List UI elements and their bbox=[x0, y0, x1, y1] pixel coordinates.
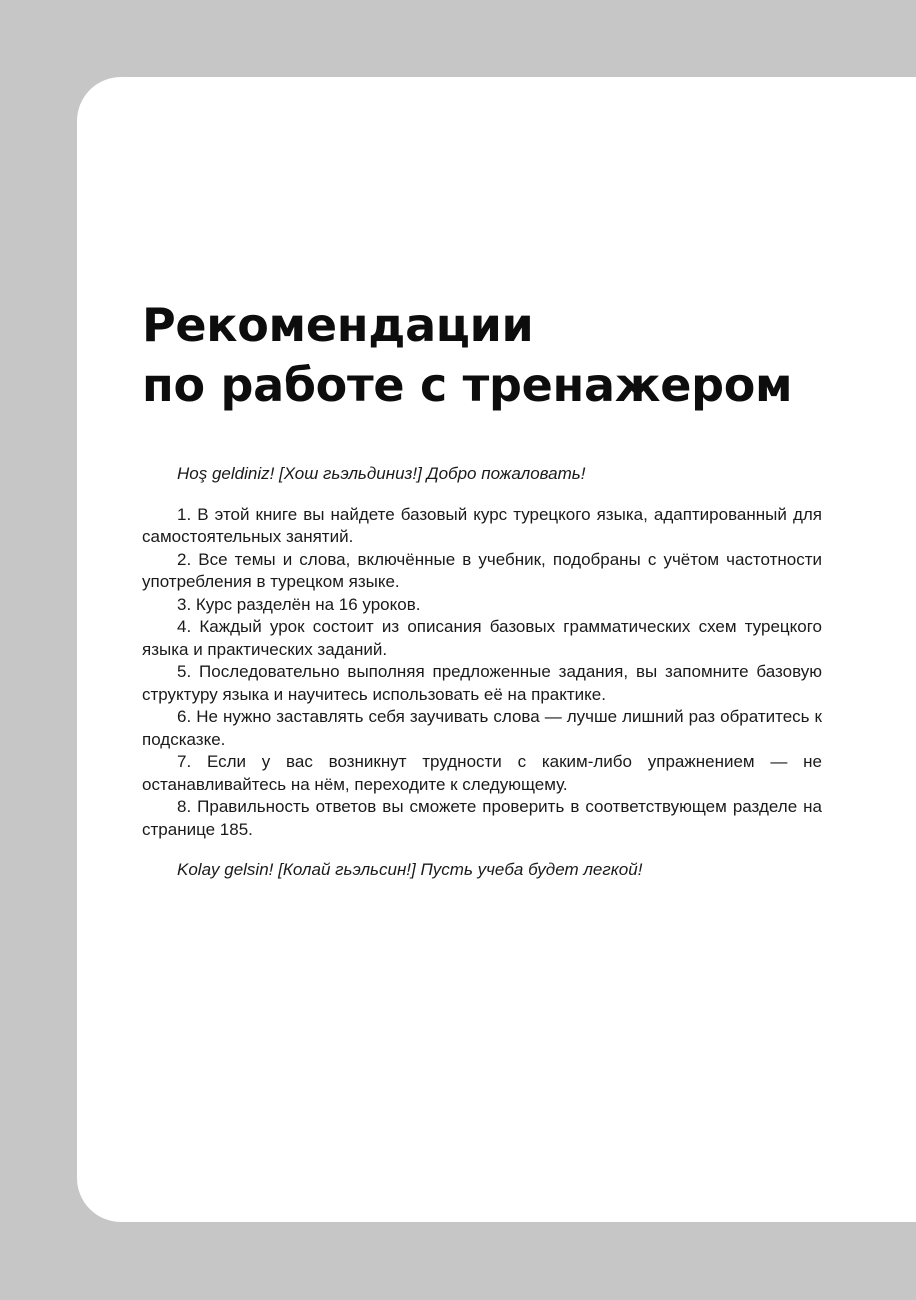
list-item: 6. Не нужно заставлять себя заучивать слова — лучше лишний раз обратитесь к подсказке. bbox=[142, 707, 822, 749]
farewell-text: Kolay gelsin! [Колай гьэльсин!] Пусть учеба будет легкой! bbox=[177, 860, 643, 879]
greeting-text: Hoş geldiniz! [Хош гьэльдиниз!] Добро пожаловать! bbox=[177, 464, 586, 483]
recommendations-list bbox=[142, 504, 822, 842]
list-item: 8. Правильность ответов вы сможете проверить в соответствующем разделе на странице 185. bbox=[142, 797, 822, 839]
page-title bbox=[142, 295, 862, 415]
recommendations-body bbox=[142, 463, 822, 882]
list-item: 5. Последовательно выполняя предложенные задания, вы запомните базовую структуру языка и научитесь использовать её на практике. bbox=[142, 662, 822, 704]
list-item: 1. В этой книге вы найдете базовый курс турецкого языка, адаптированный для самостоятельных занятий. bbox=[142, 504, 822, 546]
page-title-line-2: по работе с тренажером bbox=[142, 358, 793, 412]
document-page bbox=[77, 77, 916, 1222]
list-item: 7. Если у вас возникнут трудности с каким-либо упражнением — не останавливайтесь на нём, переходите к следующему. bbox=[142, 752, 822, 794]
list-item: 4. Каждый урок состоит из описания базовых грамматических схем турецкого языка и практических заданий. bbox=[142, 617, 822, 659]
list-item: 2. Все темы и слова, включённые в учебник, подобраны с учётом частотности употребления в турецком языке. bbox=[142, 549, 822, 591]
page-title-line-1: Рекомендации bbox=[142, 298, 534, 352]
list-item: 3. Курс разделён на 16 уроков. bbox=[177, 594, 421, 614]
